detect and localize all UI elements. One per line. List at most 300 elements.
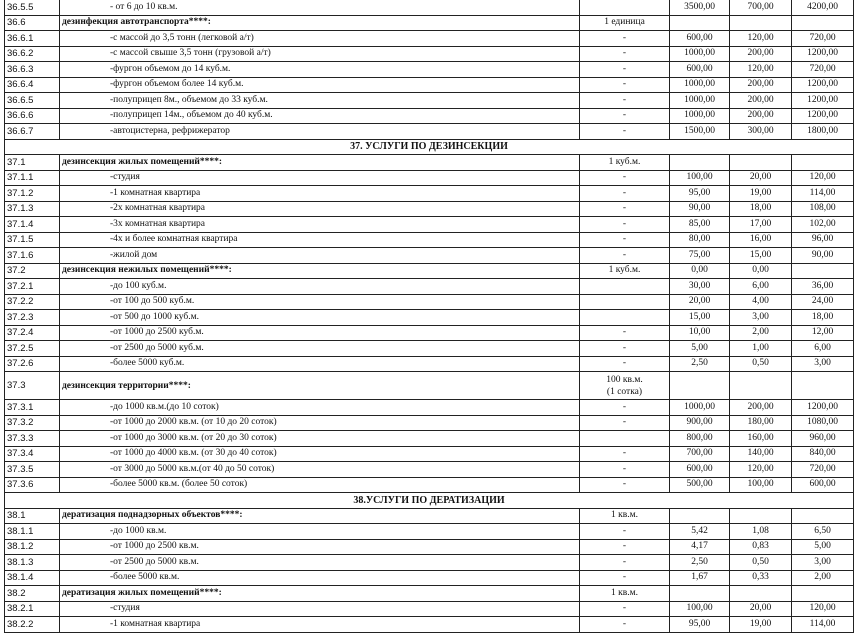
service-name-text: -фургон объемом до 14 куб.м. <box>110 63 231 74</box>
item-row <box>5 617 854 633</box>
total-value: 114,00 <box>792 186 854 202</box>
unit-text: - <box>622 327 627 338</box>
vat-value: 19,00 <box>730 617 792 633</box>
vat-value: 300,00 <box>730 124 792 140</box>
item-row <box>5 400 854 416</box>
unit-cell <box>580 31 670 47</box>
service-name-text: -от 100 до 500 куб.м. <box>110 296 195 307</box>
total-value: 96,00 <box>792 232 854 248</box>
service-name-text: - от 6 до 10 кв.м. <box>110 1 178 12</box>
item-row <box>5 279 854 295</box>
service-code: 38.2.1 <box>5 601 60 617</box>
price-value: 500,00 <box>670 477 730 493</box>
unit-text: - <box>622 448 627 459</box>
group-row <box>5 15 854 31</box>
service-name <box>60 415 580 431</box>
service-name <box>60 248 580 264</box>
item-row <box>5 356 854 372</box>
price-value <box>670 586 730 602</box>
service-code: 36.6.7 <box>5 124 60 140</box>
service-code: 37.3.1 <box>5 400 60 416</box>
price-value: 1000,00 <box>670 93 730 109</box>
section-header-row <box>5 139 854 155</box>
unit-text: - <box>622 32 627 43</box>
item-row <box>5 555 854 571</box>
service-code: 38.1.2 <box>5 539 60 555</box>
service-name-text: -от 500 до 1000 куб.м. <box>110 311 199 322</box>
service-name <box>60 477 580 493</box>
total-value: 720,00 <box>792 462 854 478</box>
unit-text: - <box>622 618 627 629</box>
vat-value: 0,83 <box>730 539 792 555</box>
service-code: 37.1.5 <box>5 232 60 248</box>
service-name <box>60 325 580 341</box>
service-code: 37.1.2 <box>5 186 60 202</box>
vat-value: 120,00 <box>730 62 792 78</box>
unit-cell <box>580 263 670 279</box>
total-value: 24,00 <box>792 294 854 310</box>
price-value: 1000,00 <box>670 400 730 416</box>
vat-value: 6,00 <box>730 279 792 295</box>
unit-cell <box>580 570 670 586</box>
total-value: 720,00 <box>792 62 854 78</box>
unit-cell <box>580 341 670 357</box>
unit-text: 1 кв.м. <box>611 587 638 598</box>
total-value: 6,00 <box>792 341 854 357</box>
unit-text: 1 кв.м. <box>611 510 638 521</box>
service-name-text: -1 комнатная квартира <box>110 618 201 629</box>
item-row <box>5 93 854 109</box>
vat-value: 160,00 <box>730 431 792 447</box>
unit-cell <box>580 555 670 571</box>
unit-cell <box>580 279 670 295</box>
price-value: 85,00 <box>670 217 730 233</box>
unit-note: (1 сотка) <box>606 386 643 397</box>
service-code: 36.6.3 <box>5 62 60 78</box>
total-value: 2,00 <box>792 570 854 586</box>
service-name <box>60 186 580 202</box>
price-value: 1500,00 <box>670 124 730 140</box>
vat-value: 4,00 <box>730 294 792 310</box>
unit-cell <box>580 217 670 233</box>
price-value <box>670 372 730 400</box>
price-value: 2,50 <box>670 555 730 571</box>
unit-cell <box>580 201 670 217</box>
total-value: 1200,00 <box>792 77 854 93</box>
unit-text: - <box>622 63 627 74</box>
service-name <box>60 310 580 326</box>
vat-value: 200,00 <box>730 46 792 62</box>
item-row <box>5 217 854 233</box>
total-value: 3,00 <box>792 356 854 372</box>
price-value: 100,00 <box>670 170 730 186</box>
service-name-text: -от 1000 до 2500 куб.м. <box>110 327 204 338</box>
group-row <box>5 155 854 171</box>
vat-value: 120,00 <box>730 31 792 47</box>
vat-value <box>730 586 792 602</box>
unit-text: 1 куб.м. <box>608 156 641 167</box>
unit-text: - <box>622 94 627 105</box>
vat-value: 17,00 <box>730 217 792 233</box>
item-row <box>5 601 854 617</box>
service-name-text: -с массой до 3,5 тонн (легковой а/т) <box>110 32 254 43</box>
service-name-text: -фургон объемом более 14 куб.м. <box>110 79 244 90</box>
service-name-text: -более 5000 куб.м. <box>110 358 185 369</box>
item-row <box>5 232 854 248</box>
service-name <box>60 232 580 248</box>
group-row <box>5 372 854 400</box>
unit-cell <box>580 232 670 248</box>
unit-text: - <box>622 48 627 59</box>
unit-text: - <box>622 172 627 183</box>
price-table <box>4 0 854 633</box>
price-value: 700,00 <box>670 446 730 462</box>
service-name <box>60 570 580 586</box>
vat-value: 120,00 <box>730 462 792 478</box>
service-name <box>60 0 580 15</box>
item-row <box>5 62 854 78</box>
service-code: 37.2.1 <box>5 279 60 295</box>
unit-cell <box>580 15 670 31</box>
item-row <box>5 46 854 62</box>
service-name <box>60 46 580 62</box>
price-value <box>670 155 730 171</box>
price-value: 30,00 <box>670 279 730 295</box>
unit-text: - <box>622 79 627 90</box>
item-row <box>5 124 854 140</box>
service-name-text: -4х и более комнатная квартира <box>110 234 238 245</box>
price-value: 10,00 <box>670 325 730 341</box>
service-name-text: -от 1000 до 2000 кв.м. (от 10 до 20 соток) <box>110 417 277 428</box>
price-value: 600,00 <box>670 462 730 478</box>
item-row <box>5 446 854 462</box>
vat-value: 2,00 <box>730 325 792 341</box>
price-value: 95,00 <box>670 617 730 633</box>
vat-value: 200,00 <box>730 93 792 109</box>
total-value: 12,00 <box>792 325 854 341</box>
service-code: 36.6.2 <box>5 46 60 62</box>
vat-value: 100,00 <box>730 477 792 493</box>
price-value: 90,00 <box>670 201 730 217</box>
service-name <box>60 539 580 555</box>
service-code: 37.3.6 <box>5 477 60 493</box>
price-value: 5,00 <box>670 341 730 357</box>
item-row <box>5 0 854 15</box>
group-row <box>5 263 854 279</box>
service-name <box>60 617 580 633</box>
service-name <box>60 356 580 372</box>
unit-cell <box>580 186 670 202</box>
service-name-text: -от 1000 до 4000 кв.м. (от 30 до 40 соток) <box>110 448 277 459</box>
vat-value: 19,00 <box>730 186 792 202</box>
unit-cell <box>580 508 670 524</box>
service-name-text: -2х комнатная квартира <box>110 203 206 214</box>
service-code: 37.3.4 <box>5 446 60 462</box>
item-row <box>5 539 854 555</box>
unit-cell <box>580 586 670 602</box>
total-value: 120,00 <box>792 170 854 186</box>
total-value: 1200,00 <box>792 400 854 416</box>
price-value: 15,00 <box>670 310 730 326</box>
total-value: 1200,00 <box>792 46 854 62</box>
item-row <box>5 294 854 310</box>
vat-value: 3,00 <box>730 310 792 326</box>
unit-cell <box>580 170 670 186</box>
service-code: 37.2.6 <box>5 356 60 372</box>
total-value <box>792 508 854 524</box>
price-value: 100,00 <box>670 601 730 617</box>
total-value: 90,00 <box>792 248 854 264</box>
service-code: 37.3.3 <box>5 431 60 447</box>
vat-value: 0,50 <box>730 555 792 571</box>
total-value: 108,00 <box>792 201 854 217</box>
unit-cell <box>580 325 670 341</box>
vat-value <box>730 155 792 171</box>
service-code: 38.2.2 <box>5 617 60 633</box>
price-table-body <box>5 0 854 632</box>
section-header-row <box>5 493 854 509</box>
service-name: дезинсекция жилых помещений****: <box>60 155 580 171</box>
price-value: 600,00 <box>670 62 730 78</box>
service-code: 37.3 <box>5 372 60 400</box>
total-value <box>792 155 854 171</box>
unit-text: - <box>622 234 627 245</box>
vat-value: 16,00 <box>730 232 792 248</box>
unit-cell <box>580 446 670 462</box>
service-name <box>60 555 580 571</box>
vat-value: 0,33 <box>730 570 792 586</box>
unit-cell <box>580 524 670 540</box>
service-name <box>60 62 580 78</box>
unit-cell <box>580 601 670 617</box>
service-code: 36.5.5 <box>5 0 60 15</box>
item-row <box>5 570 854 586</box>
item-row <box>5 341 854 357</box>
service-name-text: -автоцистерна, рефрижератор <box>110 125 230 136</box>
service-code: 36.6 <box>5 15 60 31</box>
price-value: 1000,00 <box>670 108 730 124</box>
unit-text: 1 куб.м. <box>608 265 641 276</box>
service-name-text: -3х комнатная квартира <box>110 218 206 229</box>
unit-cell <box>580 248 670 264</box>
unit-text: - <box>622 572 627 583</box>
price-value: 600,00 <box>670 31 730 47</box>
item-row <box>5 431 854 447</box>
service-name-text: -1 комнатная квартира <box>110 187 201 198</box>
unit-text: - <box>622 463 627 474</box>
unit-text: - <box>622 125 627 136</box>
service-name <box>60 170 580 186</box>
price-value: 4,17 <box>670 539 730 555</box>
total-value: 840,00 <box>792 446 854 462</box>
service-code: 37.1.1 <box>5 170 60 186</box>
section-title: 38.УСЛУГИ ПО ДЕРАТИЗАЦИИ <box>5 493 854 509</box>
unit-cell <box>580 310 670 326</box>
item-row <box>5 170 854 186</box>
group-row <box>5 508 854 524</box>
total-value: 5,00 <box>792 539 854 555</box>
unit-cell <box>580 155 670 171</box>
vat-value: 200,00 <box>730 108 792 124</box>
service-name-text: -с массой свыше 3,5 тонн (грузовой а/т) <box>110 48 271 59</box>
service-name-text: -жилой дом <box>110 249 158 260</box>
unit-text: - <box>622 218 627 229</box>
service-name <box>60 431 580 447</box>
service-name-text: -более 5000 кв.м. (более 50 соток) <box>110 479 248 490</box>
item-row <box>5 77 854 93</box>
service-name <box>60 400 580 416</box>
unit-text: - <box>622 110 627 121</box>
vat-value: 200,00 <box>730 77 792 93</box>
price-value: 20,00 <box>670 294 730 310</box>
service-code: 38.1.1 <box>5 524 60 540</box>
vat-value: 0,50 <box>730 356 792 372</box>
unit-cell <box>580 0 670 15</box>
service-code: 38.1 <box>5 508 60 524</box>
total-value <box>792 15 854 31</box>
price-value: 1,67 <box>670 570 730 586</box>
unit-cell <box>580 539 670 555</box>
total-value <box>792 372 854 400</box>
service-name <box>60 108 580 124</box>
vat-value: 140,00 <box>730 446 792 462</box>
total-value: 18,00 <box>792 310 854 326</box>
vat-value <box>730 15 792 31</box>
service-name <box>60 124 580 140</box>
unit-cell <box>580 431 670 447</box>
service-code: 37.2 <box>5 263 60 279</box>
item-row <box>5 31 854 47</box>
unit-text: - <box>622 249 627 260</box>
price-value: 80,00 <box>670 232 730 248</box>
service-name-text: -от 1000 до 3000 кв.м. (от 20 до 30 соток) <box>110 432 277 443</box>
total-value: 102,00 <box>792 217 854 233</box>
service-name: дератизация жилых помещений****: <box>60 586 580 602</box>
item-row <box>5 108 854 124</box>
service-code: 37.2.2 <box>5 294 60 310</box>
price-value <box>670 508 730 524</box>
service-code: 37.1.3 <box>5 201 60 217</box>
unit-cell <box>580 294 670 310</box>
price-value: 0,00 <box>670 263 730 279</box>
service-name: дератизация поднадзорных объектов****: <box>60 508 580 524</box>
service-code: 37.2.4 <box>5 325 60 341</box>
service-name-text: -более 5000 кв.м. <box>110 572 180 583</box>
service-name <box>60 446 580 462</box>
service-code: 38.1.4 <box>5 570 60 586</box>
service-name-text: -студия <box>110 172 140 183</box>
price-value: 1000,00 <box>670 77 730 93</box>
price-value: 3500,00 <box>670 0 730 15</box>
total-value: 1800,00 <box>792 124 854 140</box>
item-row <box>5 524 854 540</box>
item-row <box>5 201 854 217</box>
service-name <box>60 31 580 47</box>
total-value: 3,00 <box>792 555 854 571</box>
service-code: 37.1.4 <box>5 217 60 233</box>
total-value: 6,50 <box>792 524 854 540</box>
vat-value: 18,00 <box>730 201 792 217</box>
total-value: 600,00 <box>792 477 854 493</box>
service-name-text: -от 1000 до 2500 кв.м. <box>110 541 199 552</box>
unit-text: - <box>622 401 627 412</box>
total-value: 120,00 <box>792 601 854 617</box>
unit-cell <box>580 356 670 372</box>
service-name-text: -полуприцеп 8м., объемом до 33 куб.м. <box>110 94 268 105</box>
unit-cell <box>580 124 670 140</box>
unit-cell <box>580 108 670 124</box>
service-name: дезинсекция территории****: <box>60 372 580 400</box>
service-name <box>60 462 580 478</box>
service-name: дезинфекция автотранспорта****: <box>60 15 580 31</box>
service-code: 37.2.3 <box>5 310 60 326</box>
total-value: 36,00 <box>792 279 854 295</box>
service-name-text: -до 1000 кв.м.(до 10 соток) <box>110 401 219 412</box>
unit-cell <box>580 77 670 93</box>
unit-text: - <box>622 479 627 490</box>
service-name <box>60 93 580 109</box>
total-value: 1200,00 <box>792 93 854 109</box>
price-value: 2,50 <box>670 356 730 372</box>
total-value <box>792 263 854 279</box>
item-row <box>5 477 854 493</box>
unit-text: - <box>622 187 627 198</box>
price-value: 75,00 <box>670 248 730 264</box>
unit-cell <box>580 415 670 431</box>
unit-text: - <box>622 603 627 614</box>
item-row <box>5 186 854 202</box>
service-name-text: -от 2500 до 5000 кв.м. <box>110 556 199 567</box>
service-name-text: -студия <box>110 603 140 614</box>
unit-cell <box>580 400 670 416</box>
unit-cell <box>580 62 670 78</box>
unit-cell <box>580 617 670 633</box>
vat-value: 1,00 <box>730 341 792 357</box>
unit-text: - <box>622 541 627 552</box>
unit-cell <box>580 462 670 478</box>
total-value: 114,00 <box>792 617 854 633</box>
vat-value: 20,00 <box>730 601 792 617</box>
service-code: 37.1 <box>5 155 60 171</box>
unit-cell <box>580 372 670 400</box>
total-value: 960,00 <box>792 431 854 447</box>
service-name-text: -до 100 куб.м. <box>110 280 167 291</box>
group-row <box>5 586 854 602</box>
total-value <box>792 586 854 602</box>
unit-text: - <box>622 525 627 536</box>
unit-text: 100 кв.м. <box>606 374 643 385</box>
vat-value: 180,00 <box>730 415 792 431</box>
service-code: 36.6.1 <box>5 31 60 47</box>
vat-value: 700,00 <box>730 0 792 15</box>
item-row <box>5 325 854 341</box>
total-value: 1200,00 <box>792 108 854 124</box>
total-value: 720,00 <box>792 31 854 47</box>
unit-text: - <box>622 417 627 428</box>
section-title: 37. УСЛУГИ ПО ДЕЗИНСЕКЦИИ <box>5 139 854 155</box>
unit-text: - <box>622 203 627 214</box>
vat-value: 15,00 <box>730 248 792 264</box>
total-value: 4200,00 <box>792 0 854 15</box>
vat-value: 0,00 <box>730 263 792 279</box>
service-code: 38.2 <box>5 586 60 602</box>
vat-value <box>730 508 792 524</box>
service-name <box>60 279 580 295</box>
service-name-text: -от 3000 до 5000 кв.м.(от 40 до 50 соток) <box>110 463 275 474</box>
price-value <box>670 15 730 31</box>
price-value: 900,00 <box>670 415 730 431</box>
service-code: 37.1.6 <box>5 248 60 264</box>
